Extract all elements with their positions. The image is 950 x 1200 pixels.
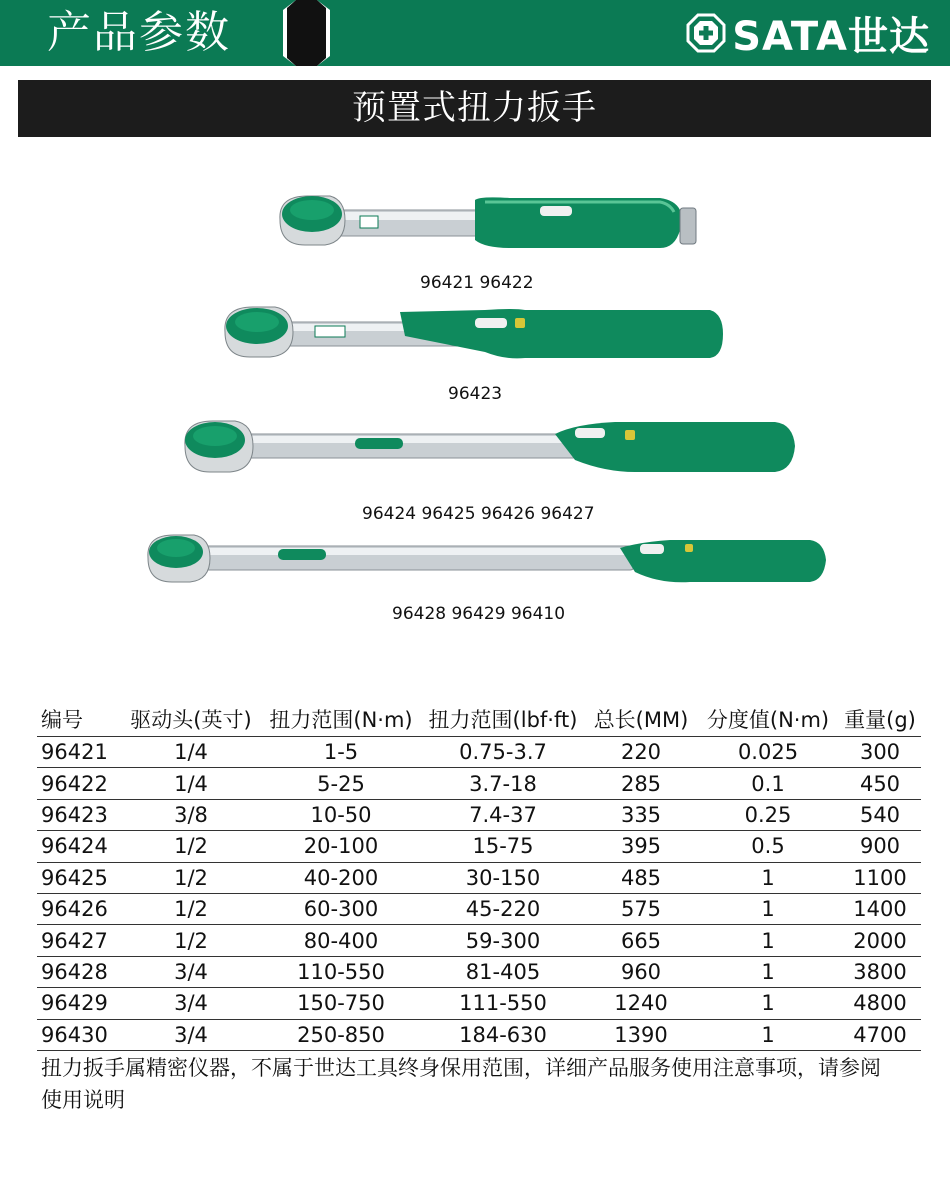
table-cell: 450 <box>839 768 921 799</box>
table-cell: 111-550 <box>421 988 585 1019</box>
table-cell: 150-750 <box>261 988 421 1019</box>
table-cell: 10-50 <box>261 799 421 830</box>
table-cell: 96426 <box>37 893 121 924</box>
table-cell: 80-400 <box>261 925 421 956</box>
table-row <box>37 1019 921 1050</box>
sata-logo-icon <box>686 13 726 53</box>
table-cell: 335 <box>585 799 697 830</box>
table-cell: 1 <box>697 1019 839 1050</box>
table-row <box>37 862 921 893</box>
table-cell: 395 <box>585 831 697 862</box>
brand-logo <box>686 8 930 58</box>
header-notch-icon <box>283 0 330 66</box>
table-cell: 1/2 <box>121 831 261 862</box>
column-header: 重量(g) <box>839 702 921 737</box>
table-row <box>37 893 921 924</box>
table-cell: 1/4 <box>121 768 261 799</box>
table-cell: 1240 <box>585 988 697 1019</box>
table-cell: 60-300 <box>261 893 421 924</box>
table-cell: 3800 <box>839 956 921 987</box>
table-cell: 1 <box>697 893 839 924</box>
table-cell: 0.75-3.7 <box>421 737 585 768</box>
table-row <box>37 768 921 799</box>
table-cell: 30-150 <box>421 862 585 893</box>
table-cell: 96424 <box>37 831 121 862</box>
table-cell: 2000 <box>839 925 921 956</box>
section-title: 产品参数 <box>47 7 231 58</box>
table-cell: 96423 <box>37 799 121 830</box>
product-caption: 96421 96422 <box>420 273 534 293</box>
table-cell: 220 <box>585 737 697 768</box>
table-row <box>37 799 921 830</box>
table-cell: 300 <box>839 737 921 768</box>
table-cell: 40-200 <box>261 862 421 893</box>
table-cell: 3/4 <box>121 1019 261 1050</box>
table-cell: 1/2 <box>121 925 261 956</box>
table-cell: 575 <box>585 893 697 924</box>
product-caption: 96428 96429 96410 <box>392 604 566 624</box>
column-header: 编号 <box>37 702 121 737</box>
table-cell: 45-220 <box>421 893 585 924</box>
table-cell: 0.5 <box>697 831 839 862</box>
table-cell: 81-405 <box>421 956 585 987</box>
table-row <box>37 831 921 862</box>
table-cell: 96428 <box>37 956 121 987</box>
table-row <box>37 925 921 956</box>
product-title: 预置式扭力扳手 <box>352 88 597 128</box>
table-cell: 1/4 <box>121 737 261 768</box>
column-header: 分度值(N·m) <box>697 702 839 737</box>
table-cell: 1 <box>697 956 839 987</box>
table-cell: 540 <box>839 799 921 830</box>
table-cell: 250-850 <box>261 1019 421 1050</box>
column-header: 扭力范围(N·m) <box>261 702 421 737</box>
table-cell: 1-5 <box>261 737 421 768</box>
table-row <box>37 737 921 768</box>
table-cell: 1100 <box>839 862 921 893</box>
spec-table <box>37 702 921 1051</box>
table-cell: 96422 <box>37 768 121 799</box>
table-cell: 0.25 <box>697 799 839 830</box>
table-cell: 1/2 <box>121 893 261 924</box>
product-caption: 96424 96425 96426 96427 <box>362 504 595 524</box>
column-header: 驱动头(英寸) <box>121 702 261 737</box>
table-cell: 59-300 <box>421 925 585 956</box>
column-header: 扭力范围(lbf·ft) <box>421 702 585 737</box>
table-cell: 184-630 <box>421 1019 585 1050</box>
header-bar <box>0 0 950 66</box>
brand-name: SATA世达 <box>732 13 930 60</box>
table-cell: 5-25 <box>261 768 421 799</box>
table-cell: 15-75 <box>421 831 585 862</box>
table-cell: 3/4 <box>121 988 261 1019</box>
warranty-note: 扭力扳手属精密仪器，不属于世达工具终身保用范围，详细产品服务使用注意事项，请参阅使用说明 <box>41 1056 881 1112</box>
table-cell: 3/4 <box>121 956 261 987</box>
table-cell: 7.4-37 <box>421 799 585 830</box>
table-cell: 96425 <box>37 862 121 893</box>
table-cell: 485 <box>585 862 697 893</box>
table-cell: 4800 <box>839 988 921 1019</box>
table-row <box>37 956 921 987</box>
column-header: 总长(MM) <box>585 702 697 737</box>
table-cell: 3.7-18 <box>421 768 585 799</box>
table-cell: 1 <box>697 988 839 1019</box>
table-cell: 96421 <box>37 737 121 768</box>
table-cell: 3/8 <box>121 799 261 830</box>
table-cell: 110-550 <box>261 956 421 987</box>
table-cell: 1/2 <box>121 862 261 893</box>
table-cell: 20-100 <box>261 831 421 862</box>
table-cell: 960 <box>585 956 697 987</box>
table-cell: 0.1 <box>697 768 839 799</box>
table-cell: 96429 <box>37 988 121 1019</box>
table-cell: 1 <box>697 862 839 893</box>
table-cell: 1390 <box>585 1019 697 1050</box>
torque-wrench-long-icon <box>175 412 800 487</box>
product-title-bar <box>18 80 931 137</box>
table-cell: 96427 <box>37 925 121 956</box>
product-caption: 96423 <box>448 384 503 404</box>
table-header-row <box>37 702 921 737</box>
torque-wrench-small-icon <box>270 190 700 260</box>
table-cell: 96430 <box>37 1019 121 1050</box>
table-cell: 0.025 <box>697 737 839 768</box>
table-cell: 900 <box>839 831 921 862</box>
table-cell: 4700 <box>839 1019 921 1050</box>
table-row <box>37 988 921 1019</box>
table-cell: 665 <box>585 925 697 956</box>
table-cell: 1400 <box>839 893 921 924</box>
torque-wrench-medium-icon <box>215 300 730 370</box>
torque-wrench-xlong-icon <box>140 528 830 593</box>
table-cell: 285 <box>585 768 697 799</box>
table-cell: 1 <box>697 925 839 956</box>
